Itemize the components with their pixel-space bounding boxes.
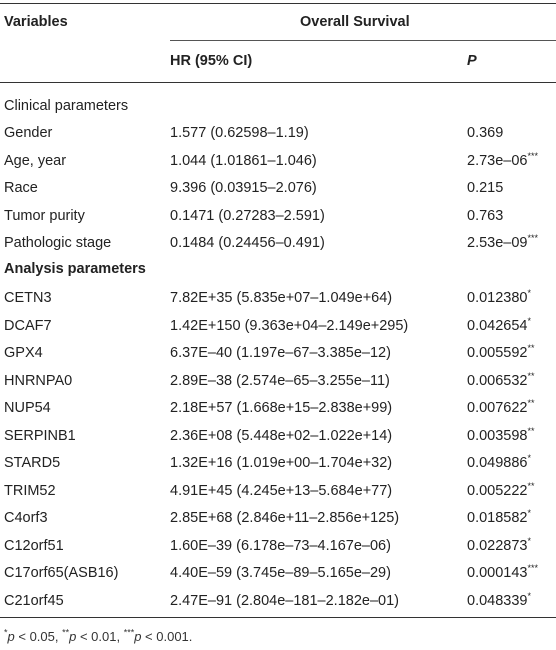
- significance-marker: **: [527, 425, 535, 436]
- hr-ci-cell: 2.36E+08 (5.448e+02–1.022e+14): [170, 427, 393, 444]
- variable-cell: CETN3: [4, 290, 52, 306]
- variable-cell: Tumor purity: [4, 207, 85, 224]
- p-value: 0.007622: [467, 400, 528, 416]
- p-value: 2.73e–06: [467, 152, 528, 169]
- p-value: 0.000143: [467, 565, 528, 581]
- p-value-cell: [467, 482, 535, 500]
- p-value: 0.005222: [467, 482, 528, 499]
- p-value-cell: [467, 399, 535, 417]
- p-value-cell: [467, 152, 538, 170]
- variable-cell: NUP54: [4, 400, 51, 416]
- p-value-cell: [467, 317, 531, 335]
- hr-ci-cell: 4.40E–59 (3.745e–89–5.165e–29): [170, 565, 391, 581]
- significance-marker: ***: [527, 233, 538, 244]
- variable-cell: C21orf45: [4, 592, 64, 609]
- header-rule: [0, 82, 556, 83]
- p-value: 0.048339: [467, 592, 528, 609]
- variable-cell: Pathologic stage: [4, 235, 112, 252]
- significance-marker: **: [527, 480, 535, 491]
- hr-ci-cell: 2.47E–91 (2.804e–181–2.182e–01): [170, 592, 399, 609]
- significance-marker: ***: [527, 150, 538, 161]
- significance-marker: *: [527, 590, 531, 601]
- variable-cell: HNRNPA0: [4, 372, 73, 389]
- p-value: 0.005592: [467, 345, 528, 361]
- hr-ci-cell: 1.044 (1.01861–1.046): [170, 152, 317, 169]
- hr-ci-cell: 1.60E–39 (6.178e–73–4.167e–06): [170, 537, 391, 554]
- hr-ci-cell: 1.577 (0.62598–1.19): [170, 125, 309, 141]
- hr-ci-cell: 1.32E+16 (1.019e+00–1.704e+32): [170, 455, 393, 471]
- hr-ci-cell: 0.1471 (0.27283–2.591): [170, 207, 325, 224]
- p-value-cell: [467, 564, 538, 582]
- hr-ci-cell: 0.1484 (0.24456–0.491): [170, 235, 325, 252]
- p-value-cell: [467, 289, 531, 307]
- p-value-cell: [467, 537, 531, 555]
- variable-cell: GPX4: [4, 345, 43, 361]
- significance-marker: **: [527, 398, 535, 409]
- hr-ci-cell: 2.89E–38 (2.574e–65–3.255e–11): [170, 372, 390, 389]
- variable-cell: Gender: [4, 125, 53, 141]
- significance-marker: *: [527, 288, 531, 299]
- variable-cell: SERPINB1: [4, 427, 76, 444]
- footnote: *p < 0.05, **p < 0.01, ***p < 0.001.: [4, 627, 193, 644]
- p-value-cell: [467, 592, 531, 610]
- significance-marker: *: [527, 508, 531, 519]
- p-value-cell: [467, 207, 503, 225]
- header-overall-survival: Overall Survival: [300, 14, 410, 30]
- variable-cell: C17orf65(ASB16): [4, 565, 119, 581]
- hr-ci-cell: 2.18E+57 (1.668e+15–2.838e+99): [170, 400, 393, 416]
- p-value: 0.042654: [467, 317, 528, 334]
- significance-marker: **: [527, 343, 535, 354]
- variable-cell: Race: [4, 180, 38, 197]
- p-value: 0.215: [467, 180, 504, 197]
- clinical-section-title: Clinical parameters: [4, 98, 129, 114]
- significance-marker: *: [527, 535, 531, 546]
- p-value: 0.049886: [467, 455, 528, 471]
- subheader-rule: [170, 40, 556, 41]
- bottom-rule: [0, 617, 556, 618]
- significance-marker: ***: [527, 563, 538, 574]
- variable-cell: STARD5: [4, 455, 61, 471]
- p-value: 0.012380: [467, 290, 528, 306]
- p-value-cell: [467, 234, 538, 252]
- p-value: 0.763: [467, 207, 504, 224]
- p-value-cell: [467, 454, 531, 472]
- hr-ci-cell: 2.85E+68 (2.846e+11–2.856e+125): [170, 510, 400, 526]
- p-value: 0.006532: [467, 372, 528, 389]
- p-value: 0.003598: [467, 427, 528, 444]
- p-value-cell: [467, 427, 535, 445]
- significance-marker: **: [527, 370, 535, 381]
- p-value: 2.53e–09: [467, 235, 528, 252]
- hr-ci-cell: 1.42E+150 (9.363e+04–2.149e+295): [170, 317, 409, 334]
- p-value-cell: [467, 344, 535, 362]
- variable-cell: TRIM52: [4, 482, 56, 499]
- header-variables: Variables: [4, 14, 68, 30]
- p-value-cell: [467, 509, 531, 527]
- variable-cell: C4orf3: [4, 510, 48, 526]
- hr-ci-cell: 6.37E–40 (1.197e–67–3.385e–12): [170, 345, 391, 361]
- p-value: 0.369: [467, 125, 504, 141]
- variable-cell: Age, year: [4, 152, 67, 169]
- p-value-cell: [467, 372, 535, 390]
- header-p: P: [467, 53, 477, 69]
- hr-ci-cell: 9.396 (0.03915–2.076): [170, 180, 317, 197]
- p-value: 0.022873: [467, 537, 528, 554]
- hr-ci-cell: 4.91E+45 (4.245e+13–5.684e+77): [170, 482, 393, 499]
- variable-cell: C12orf51: [4, 537, 64, 554]
- significance-marker: *: [527, 315, 531, 326]
- header-hr-ci: HR (95% CI): [170, 53, 253, 69]
- p-value: 0.018582: [467, 510, 528, 526]
- hr-ci-cell: 7.82E+35 (5.835e+07–1.049e+64): [170, 290, 393, 306]
- p-value-cell: [467, 179, 503, 197]
- analysis-section-title: Analysis parameters: [4, 261, 146, 277]
- variable-cell: DCAF7: [4, 317, 52, 334]
- p-value-cell: [467, 124, 503, 142]
- top-rule: [0, 3, 556, 4]
- significance-marker: *: [527, 453, 531, 464]
